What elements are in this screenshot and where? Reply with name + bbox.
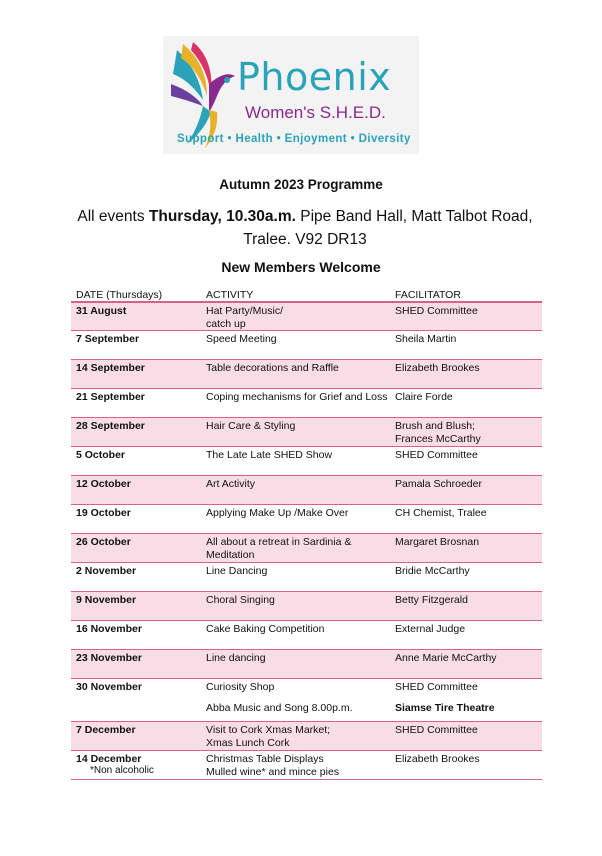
table-row bbox=[71, 621, 542, 650]
row-date: 26 October bbox=[76, 536, 131, 548]
events-venue: Pipe Band Hall, Matt Talbot Road, Tralee. V92 DR13 bbox=[243, 208, 533, 248]
row-facilitator: Sheila Martin bbox=[395, 333, 457, 345]
row-facilitator: SHED Committee bbox=[395, 305, 478, 317]
row-activity: Curiosity Shop bbox=[206, 681, 275, 693]
row-facilitator: Betty Fitzgerald bbox=[395, 594, 468, 606]
row-facilitator: SHED Committee bbox=[395, 681, 478, 693]
row-activity: Coping mechanisms for Grief and Loss bbox=[206, 391, 388, 403]
row-activity: Line Dancing bbox=[206, 565, 268, 577]
row-facilitator: Brush and Blush; Frances McCarthy bbox=[395, 420, 481, 445]
row-date: 9 November bbox=[76, 594, 137, 606]
row-date: 31 August bbox=[76, 305, 127, 317]
row-date: 30 November bbox=[76, 681, 142, 693]
row-activity: Hat Party/Music/ catch up bbox=[206, 305, 284, 330]
row-facilitator: Claire Forde bbox=[395, 391, 453, 403]
table-row bbox=[71, 505, 542, 534]
table-row bbox=[71, 650, 542, 679]
row-activity: Choral Singing bbox=[206, 594, 275, 606]
row-activity: Line dancing bbox=[206, 652, 266, 664]
row-activity: Applying Make Up /Make Over bbox=[206, 507, 349, 519]
row-date: 5 October bbox=[76, 449, 126, 461]
table-row bbox=[71, 679, 542, 722]
row-date: 12 October bbox=[76, 478, 131, 490]
table-row bbox=[71, 447, 542, 476]
row-facilitator: Anne Marie McCarthy bbox=[395, 652, 497, 664]
table-row bbox=[71, 360, 542, 389]
row-date: 7 December bbox=[76, 724, 136, 736]
logo-tagline: Support • Health • Enjoyment • Diversity bbox=[177, 133, 411, 145]
events-info bbox=[70, 205, 540, 251]
row-extra-activity: Abba Music and Song 8.00p.m. bbox=[206, 702, 353, 714]
schedule-table bbox=[71, 287, 542, 780]
table-row bbox=[71, 563, 542, 592]
programme-title: Autumn 2023 Programme bbox=[219, 177, 383, 192]
table-row bbox=[71, 534, 542, 563]
header-facilitator: FACILITATOR bbox=[395, 289, 461, 301]
row-facilitator: Bridie McCarthy bbox=[395, 565, 470, 577]
row-activity: Speed Meeting bbox=[206, 333, 277, 345]
row-facilitator: SHED Committee bbox=[395, 724, 478, 736]
row-activity: Visit to Cork Xmas Market; Xmas Lunch Cork bbox=[206, 724, 331, 749]
phoenix-logo bbox=[163, 36, 419, 154]
row-facilitator: Elizabeth Brookes bbox=[395, 362, 480, 374]
table-row bbox=[71, 722, 542, 751]
row-date: 28 September bbox=[76, 420, 145, 432]
table-row bbox=[71, 476, 542, 505]
row-date: 21 September bbox=[76, 391, 145, 403]
row-activity: Table decorations and Raffle bbox=[206, 362, 339, 374]
row-activity: Art Activity bbox=[206, 478, 256, 490]
row-activity: The Late Late SHED Show bbox=[206, 449, 333, 461]
row-facilitator: SHED Committee bbox=[395, 449, 478, 461]
table-header-row bbox=[71, 287, 542, 302]
row-extra-facilitator: Siamse Tire Theatre bbox=[395, 702, 495, 714]
row-facilitator: CH Chemist, Tralee bbox=[395, 507, 487, 519]
table-row bbox=[71, 302, 542, 331]
row-activity: Cake Baking Competition bbox=[206, 623, 325, 635]
row-date: 14 December bbox=[76, 753, 142, 765]
header-activity: ACTIVITY bbox=[206, 289, 254, 301]
row-date: 7 September bbox=[76, 333, 140, 345]
row-facilitator: Margaret Brosnan bbox=[395, 536, 480, 548]
row-activity: Hair Care & Styling bbox=[206, 420, 296, 432]
row-date: 19 October bbox=[76, 507, 131, 519]
header-date: DATE (Thursdays) bbox=[76, 289, 163, 301]
footnote: *Non alcoholic bbox=[90, 765, 154, 776]
table-row bbox=[71, 331, 542, 360]
logo-subtitle: Women's S.H.E.D. bbox=[245, 103, 386, 122]
table-row bbox=[71, 418, 542, 447]
events-prefix: All events bbox=[77, 208, 149, 225]
table-row bbox=[71, 389, 542, 418]
row-date: 23 November bbox=[76, 652, 142, 664]
row-facilitator: Pamala Schroeder bbox=[395, 478, 482, 490]
welcome-heading: New Members Welcome bbox=[221, 259, 381, 275]
row-facilitator: External Judge bbox=[395, 623, 466, 635]
row-date: 14 September bbox=[76, 362, 145, 374]
logo-name: Phoenix bbox=[237, 55, 392, 99]
row-activity: All about a retreat in Sardinia & Meditation bbox=[206, 536, 352, 561]
row-date: 2 November bbox=[76, 565, 137, 577]
row-activity: Christmas Table Displays Mulled wine* and mince pies bbox=[206, 753, 340, 778]
row-facilitator: Elizabeth Brookes bbox=[395, 753, 480, 765]
events-time: Thursday, 10.30a.m. bbox=[148, 208, 296, 225]
table-row bbox=[71, 592, 542, 621]
row-date: 16 November bbox=[76, 623, 142, 635]
